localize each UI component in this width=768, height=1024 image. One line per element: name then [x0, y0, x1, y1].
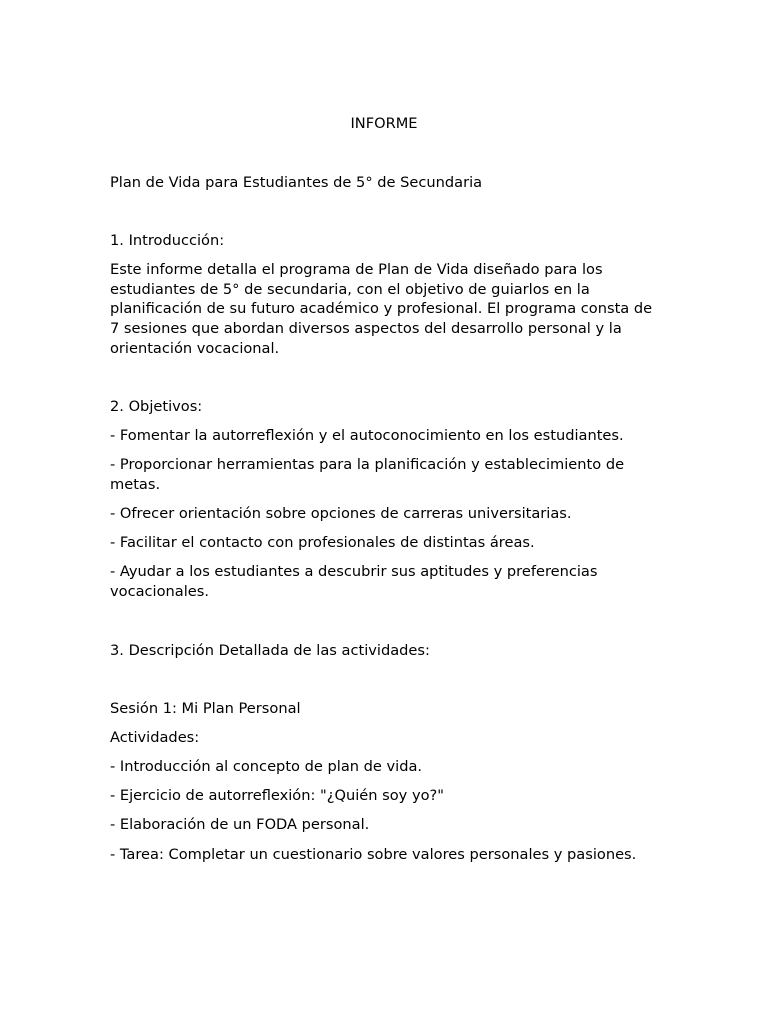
document-subtitle: Plan de Vida para Estudiantes de 5° de Secundaria [110, 173, 483, 191]
session-1-item: - Ejercicio de autorreflexión: "¿Quién soy yo?" [110, 787, 444, 805]
session-1-item: - Tarea: Completar un cuestionario sobre valores personales y pasiones. [110, 845, 637, 863]
objective-item: - Proporcionar herramientas para la planificación y establecimiento de metas. [110, 456, 625, 494]
section-introduction [110, 231, 658, 358]
objective-item: - Fomentar la autorreflexión y el autoconocimiento en los estudiantes. [110, 427, 624, 445]
introduction-heading: 1. Introducción: [110, 232, 225, 250]
session-1-item: - Introducción al concepto de plan de vida. [110, 758, 423, 776]
objective-item: - Ofrecer orientación sobre opciones de carreras universitarias. [110, 505, 572, 523]
session-1-activities-label: Actividades: [110, 729, 200, 747]
section-activities [110, 641, 658, 661]
section-objectives [110, 397, 658, 601]
document-title: INFORME [350, 115, 418, 132]
activities-heading: 3. Descripción Detallada de las actividades: [110, 641, 430, 659]
session-1-heading: Sesión 1: Mi Plan Personal [110, 700, 301, 718]
session-1-item: - Elaboración de un FODA personal. [110, 816, 370, 834]
introduction-paragraph: Este informe detalla el programa de Plan de Vida diseñado para los estudiantes de 5° de secundaria, con el objetivo de guiarlos en la planificación de su futuro académico y profesional. El programa consta de 7 sesiones que abordan diversos aspectos del desarrollo personal y la orientación vocacional. [110, 261, 653, 357]
objective-item: - Ayudar a los estudiantes a descubrir sus aptitudes y preferencias vocacionales. [110, 563, 598, 600]
objective-item: - Facilitar el contacto con profesionales de distintas áreas. [110, 534, 535, 552]
objectives-heading: 2. Objetivos: [110, 398, 203, 416]
section-session-1 [110, 699, 658, 864]
